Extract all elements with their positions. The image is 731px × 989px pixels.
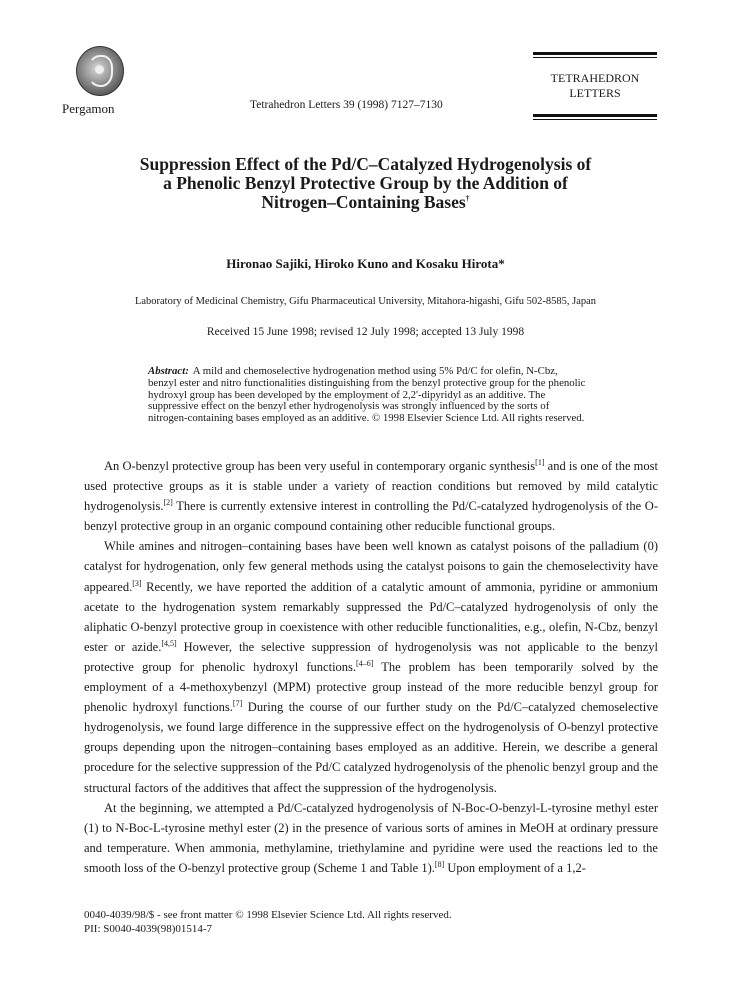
paragraph-3: At the beginning, we attempted a Pd/C-catalyzed hydrogenolysis of N-Boc-O-benzyl-L-tyrosine methyl ester (1) to N-Boc-L-tyrosine methyl ester (2) in the presence of various sorts of amines in MeOH at ordinary pressure and temperature. When ammonia, methylamine, triethylamine and pyridine were used the reactions led to the smooth loss of the O-benzyl protective group (Scheme 1 and Table 1).[8] Upon employment of a 1,2-	[84, 800, 658, 875]
journal-name-line1: TETRAHEDRON	[550, 71, 640, 85]
pergamon-logo	[76, 46, 124, 96]
title-line-2: a Phenolic Benzyl Protective Group by the Addition of	[163, 173, 568, 193]
pii-line: PII: S0040-4039(98)01514-7	[84, 923, 213, 935]
abstract-label: Abstract:	[148, 365, 189, 377]
title-line-1: Suppression Effect of the Pd/C–Catalyzed Hydrogenolysis of	[139, 154, 592, 174]
journal-citation: Tetrahedron Letters 39 (1998) 7127–7130	[250, 99, 443, 111]
header-rule-bottom	[533, 114, 657, 117]
copyright-footer	[84, 908, 452, 936]
title-dagger: †	[465, 194, 470, 204]
header-rule-top-thin	[533, 57, 657, 58]
reference-marker: [4,5]	[161, 638, 177, 648]
reference-marker: [8]	[434, 859, 445, 869]
paragraph-2: While amines and nitrogen–containing bases have been well known as catalyst poisons of the palladium (0) catalyst for hydrogenation, only few general methods using the catalyst poisons to gain the chemoselectivity have appeared.[3] Recently, we have reported the addition of a catalytic amount of ammonia, pyridine or ammonium acetate to the hydrogenation system remarkably suppressed the Pd/C–catalyzed hydrogenolysis of only the aliphatic O-benzyl protective group in coexistence with other reducible functionalities, e.g., olefin, N-Cbz, benzyl ester or azide.[4,5] However, the selective suppression of hydrogenolysis was not applicable to the benzyl protective group for phenolic hydroxyl functions.[4–6] The problem has been temporarily solved by the employment of a 4-methoxybenzyl (MPM) protective group instead of the more reducible benzyl group for phenolic hydroxyl functions.[7] During the course of our further study on the Pd/C–catalyzed chemoselective hydrogenolysis, we found large difference in the suppressive effect on the hydrogenolysis of O-benzyl protective groups depending upon the nitrogen–containing bases employed as an additive. Herein, we describe a general procedure for the selective suppression of the Pd/C catalyzed hydrogenolysis of the phenolic benzyl group and the structural factors of the additives that affect the suppression of the hydrogenolysis.	[84, 539, 658, 795]
title-line-3: Nitrogen–Containing Bases†	[261, 192, 470, 212]
abstract	[148, 366, 588, 425]
body-text	[84, 456, 658, 878]
header-rule-bottom-thin	[533, 119, 657, 120]
affiliation: Laboratory of Medicinal Chemistry, Gifu Pharmaceutical University, Mitahora-higashi, Gifu 502-8585, Japan	[134, 296, 597, 307]
reference-marker: [7]	[232, 698, 243, 708]
reference-marker: [2]	[163, 498, 173, 508]
reference-marker: [3]	[132, 578, 142, 588]
author-list: Hironao Sajiki, Hiroko Kuno and Kosaku Hirota*	[226, 256, 505, 271]
reference-marker: [4–6]	[356, 658, 374, 668]
journal-name-line2: LETTERS	[569, 86, 621, 100]
journal-name	[533, 71, 657, 101]
abstract-text: A mild and chemoselective hydrogenation method using 5% Pd/C for olefin, N-Cbz, benzyl ester and nitro functionalities distinguishing from the benzyl protective group for the phenolic hydroxyl group has been developed by the employment of 2,2'-dipyridyl as an additive. The suppressive effect on the benzyl ether hydrogenolysis was strongly influenced by the sorts of nitrogen-containing bases employed as an additive. © 1998 Elsevier Science Ltd. All rights reserved.	[148, 365, 586, 425]
paragraph-1: An O-benzyl protective group has been very useful in contemporary organic synthesis[1] and is one of the most used protective groups as it is stable under a variety of reaction conditions but removed by mild catalytic hydrogenolysis.[2] There is currently extensive interest in controlling the Pd/C-catalyzed hydrogenolysis of the O-benzyl protective group in an organic compound containing other reducible functional groups.	[84, 457, 658, 534]
copyright-line: 0040-4039/98/$ - see front matter © 1998 Elsevier Science Ltd. All rights reserved.	[84, 909, 452, 921]
header-rule-top	[533, 52, 657, 55]
paper-title	[60, 155, 671, 212]
reference-marker: [1]	[535, 457, 545, 467]
publisher-name: Pergamon	[62, 101, 115, 116]
received-dates: Received 15 June 1998; revised 12 July 1998; accepted 13 July 1998	[206, 326, 525, 338]
